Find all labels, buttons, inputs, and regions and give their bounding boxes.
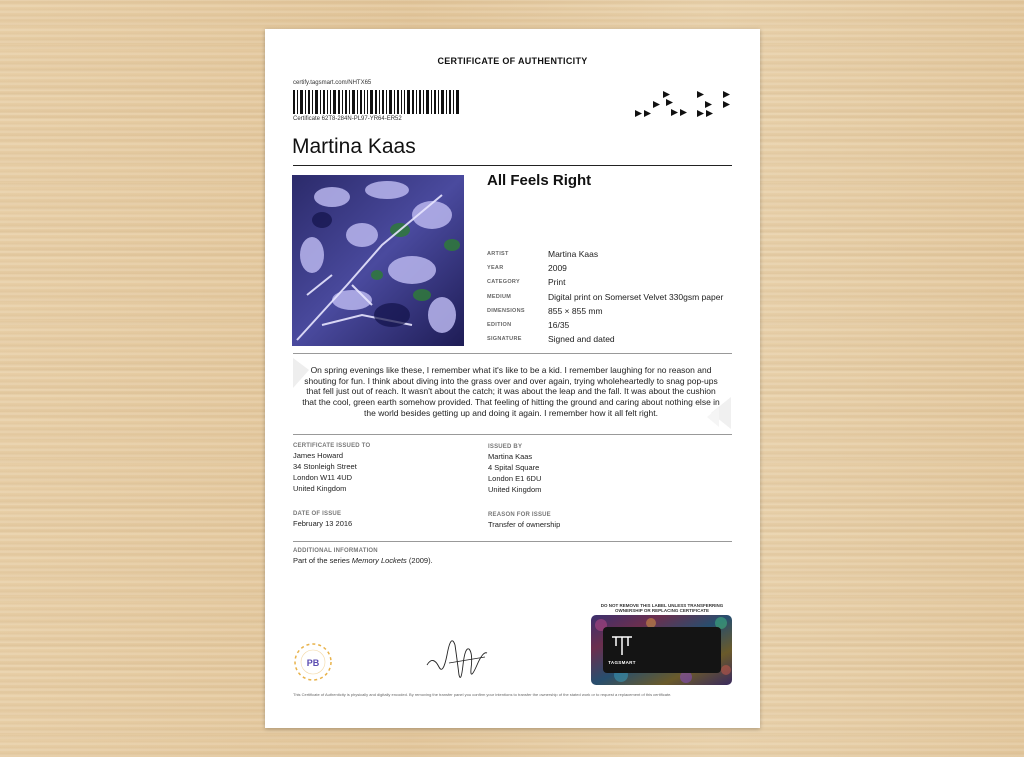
- spec-row: [487, 261, 723, 275]
- artwork-image: [292, 175, 464, 346]
- divider: [293, 434, 732, 435]
- artist-stamp-icon: [291, 640, 335, 684]
- tagsmart-brand: TAGSMART: [608, 660, 636, 665]
- spec-key: DIMENSIONS: [487, 307, 525, 314]
- spec-row: [487, 332, 723, 346]
- date-of-issue-label: DATE OF ISSUE: [293, 511, 342, 517]
- artwork-title: All Feels Right: [487, 172, 592, 189]
- artist-name-heading: Martina Kaas: [292, 135, 416, 158]
- divider: [293, 353, 732, 354]
- certificate-url: certify.tagsmart.com/NHTX65: [293, 80, 372, 86]
- date-of-issue-block: [293, 511, 352, 529]
- spec-row: [487, 275, 723, 289]
- artwork-description: On spring evenings like these, I remember what it's like to be a kid. I remember laughing for no reason and shouting for fun. I think about diving into the grass over and over again, trying wholeheartedly to snag pop-ups that fell just out of reach. It wasn't about the catch; it was about the leap and the fall. It was about the cushion that the cool, green earth somehow provided. That feeling of hitting the ground and caring about nothing else in the world besides getting up and doing it again. I remember how it all felt right.: [302, 365, 720, 418]
- spec-value: 2009: [548, 263, 567, 274]
- address-line: 34 Stonleigh Street: [293, 462, 357, 471]
- reason-block: [488, 512, 560, 530]
- certificate-heading: CERTIFICATE OF AUTHENTICITY: [437, 56, 588, 66]
- issued-by-label: ISSUED BY: [488, 444, 523, 450]
- address-line: London W11 4UD: [293, 473, 353, 482]
- barcode-icon: [293, 90, 459, 114]
- certificate-sheet: [265, 29, 760, 728]
- spec-key: CATEGORY: [487, 279, 520, 286]
- date-of-issue-value: February 13 2016: [293, 519, 353, 528]
- reason-label: REASON FOR ISSUE: [488, 512, 551, 518]
- tagsmart-logo-icon: [610, 634, 634, 658]
- issued-to-label: CERTIFICATE ISSUED TO: [293, 443, 371, 449]
- spec-key: MEDIUM: [487, 293, 512, 300]
- address-line: London E1 6DU: [488, 474, 542, 483]
- spec-value: Signed and dated: [548, 334, 615, 345]
- spec-row: [487, 247, 723, 261]
- address-line: United Kingdom: [488, 485, 542, 494]
- additional-info-label: ADDITIONAL INFORMATION: [293, 548, 378, 554]
- spec-key: SIGNATURE: [487, 336, 522, 343]
- divider: [293, 541, 732, 542]
- reason-value: Transfer of ownership: [488, 520, 561, 529]
- issued-by-block: [488, 444, 541, 495]
- series-name: Memory Lockets: [351, 556, 407, 565]
- address-line: United Kingdom: [293, 484, 347, 493]
- signature-icon: [425, 625, 495, 687]
- issued-to-address: [293, 450, 370, 494]
- spec-row: [487, 318, 723, 332]
- additional-info-block: [293, 548, 433, 566]
- address-line: 4 Spital Square: [488, 463, 540, 472]
- additional-prefix: Part of the series: [293, 556, 352, 565]
- additional-info-text: [293, 555, 433, 566]
- certificate-number: Certificate 62T8-284N-PL97-YR64-ER52: [293, 116, 402, 122]
- spec-row: [487, 304, 723, 318]
- triangle-pattern-icon: [635, 89, 733, 119]
- address-line: James Howard: [293, 451, 344, 460]
- additional-suffix: (2009).: [406, 556, 433, 565]
- spec-key: ARTIST: [487, 251, 509, 258]
- issued-by-address: [488, 451, 541, 495]
- spec-key: EDITION: [487, 322, 512, 329]
- seal-warning: DO NOT REMOVE THIS LABEL UNLESS TRANSFERRING OWNERSHIP OR REPLACING CERTIFICATE: [600, 603, 724, 613]
- artwork-specs: [487, 247, 723, 346]
- address-line: Martina Kaas: [488, 452, 533, 461]
- spec-row: [487, 290, 723, 304]
- divider: [293, 165, 732, 166]
- spec-key: YEAR: [487, 265, 504, 272]
- spec-value: Martina Kaas: [548, 249, 599, 260]
- footer-note: This Certificate of Authenticity is physically and digitally encoded. By removing the transfer panel you confirm your intentions to transfer the ownership of the stated work or to request a replacement of this certificate.: [293, 692, 672, 697]
- stamp-initials: PB: [306, 658, 320, 668]
- spec-value: 16/35: [548, 320, 570, 331]
- spec-value: 855 × 855 mm: [548, 305, 603, 316]
- issued-to-block: [293, 443, 370, 494]
- spec-value: Digital print on Somerset Velvet 330gsm paper: [548, 291, 724, 302]
- spec-value: Print: [548, 277, 566, 288]
